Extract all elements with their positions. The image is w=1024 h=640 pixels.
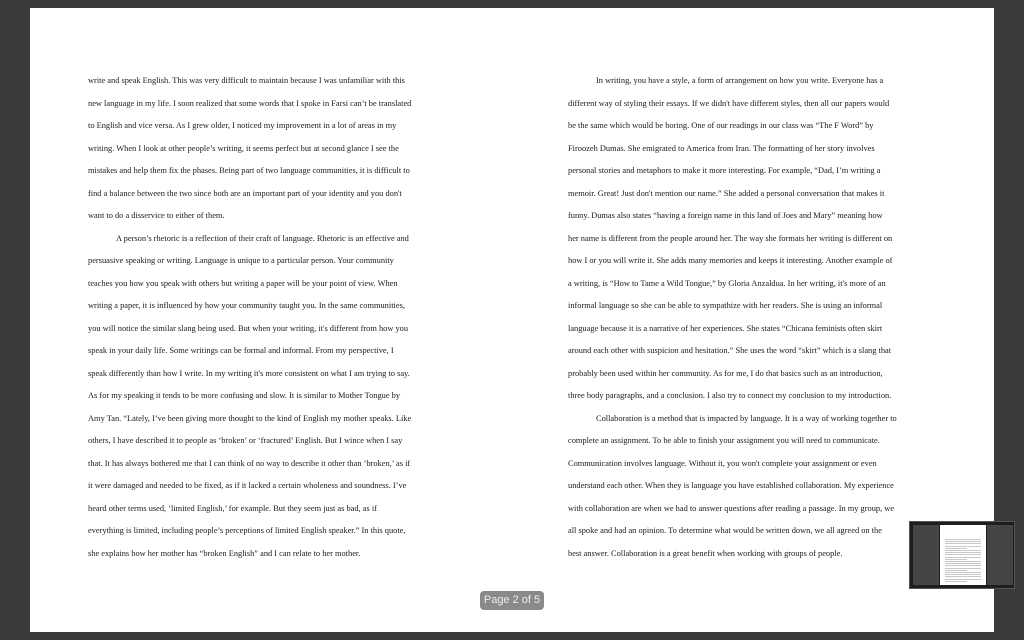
text-line: Firoozeh Dumas. She emigrated to America from Iran. The formatting of her story involves: [568, 143, 875, 153]
thumbnail-text-line: [945, 543, 981, 544]
page-thumbnail-navigator[interactable]: [909, 521, 1015, 589]
thumbnail-text-line: [945, 581, 967, 582]
text-line: you will notice the similar slang being used. But when your writing, it's different from how you: [88, 323, 409, 333]
text-line: Amy Tan. “Lately, I’ve been giving more thought to the kind of English my mother speaks. Like: [88, 413, 412, 423]
thumbnail-text-line: [945, 563, 981, 564]
thumbnail-text-line: [945, 568, 981, 569]
text-line: be the same which would be boring. One of our readings in our class was “The F Word” by: [568, 121, 874, 130]
thumbnail-text-line: [945, 557, 981, 558]
text-line: best answer. Collaboration is a great benefit when working with groups of people.: [568, 548, 843, 558]
text-line: mistakes and help them fix the phases. Being part of two language communities, it is difficult to: [88, 166, 410, 175]
text-line: funny. Dumas also states “having a foreign name in this land of Joes and Mary” meaning how: [568, 211, 883, 220]
page-indicator: Page 2 of 5: [480, 591, 544, 610]
thumbnail-text-line: [945, 552, 981, 553]
text-line: all spoke and had an opinion. To determine what would be written down, we all agreed on the: [568, 526, 882, 535]
text-line: speak differently than how I write. In my writing it's more consistent on what I am trying to say.: [88, 368, 410, 378]
text-line: everything is limited, including people’s perceptions of limited English speaker.” In this quote,: [88, 526, 406, 535]
thumbnail-text-line: [945, 574, 981, 575]
text-line: that. It has always bothered me that I can think of no way to describe it other than ‘broken,’ as if: [88, 458, 411, 468]
thumbnail-prev-page[interactable]: [913, 525, 939, 585]
thumbnail-text-line: [945, 572, 981, 573]
text-line: around each other with suspicion and hesitation.” She uses the word “skirt” which is a slang that: [568, 346, 892, 355]
thumbnail-text-line: [945, 539, 981, 540]
text-line: writing. When I look at other people’s writing, it seems perfect but at second glance I see the: [88, 143, 399, 153]
text-line: A person’s rhetoric is a reflection of their craft of language. Rhetoric is an effective and: [116, 233, 409, 243]
text-line: In writing, you have a style, a form of arrangement on how you write. Everyone has a: [596, 76, 884, 85]
text-line: Communication involves language. Without it, you won't complete your assignment or even: [568, 458, 877, 468]
text-line: language because it is a narrative of her experiences. She states “Chicana feminists often skirt: [568, 323, 883, 333]
thumbnail-text-line: [945, 550, 981, 551]
text-line: new language in my life. I soon realized that some words that I spoke in Farsi can’t be translated: [88, 98, 412, 108]
text-line: complete an assignment. To be able to finish your assignment you will need to communicate.: [568, 436, 880, 445]
thumbnail-text-line: [945, 576, 981, 577]
text-line: informal language so she can be able to sympathize with her readers. She is using an informal: [568, 301, 883, 310]
text-line: others, I have described it to people as ‘broken’ or ‘fractured’ English. But I wince when I say: [88, 436, 403, 445]
text-line: teaches you how you speak with others but writing a paper will be your point of view. When: [88, 278, 398, 288]
thumbnail-next-page[interactable]: [987, 525, 1013, 585]
thumbnail-text-line: [945, 554, 981, 555]
thumbnail-current-page[interactable]: [940, 525, 986, 585]
thumbnail-text-line: [945, 570, 967, 571]
thumbnail-text-line: [945, 546, 981, 547]
text-line: heard other terms used, ‘limited English,’ for example. But they seem just as bad, as if: [88, 503, 377, 513]
text-line: her name is different from the people around her. The way she formats her writing is different on: [568, 233, 893, 243]
text-line: with collaboration are when we had to answer questions after reading a passage. In my group, we: [568, 503, 895, 513]
thumbnail-text-line: [945, 559, 967, 560]
text-line: she explains how her mother has “broken English” and I can relate to her mother.: [88, 548, 361, 558]
thumbnail-text-line: [945, 579, 981, 580]
text-line: personal stories and metaphors to make it more interesting. For example, “Dad, I’m writing a: [568, 166, 881, 175]
text-line: a writing, is “How to Tame a Wild Tongue,” by Gloria Anzaldua. In her writing, it's more of an: [568, 278, 886, 288]
text-line: three body paragraphs, and a conclusion. I also try to connect my conclusion to my introduction.: [568, 391, 892, 400]
text-line: memoir. Great! Just don't mention our name.” She added a personal conversation that makes it: [568, 188, 885, 198]
thumbnail-text-line: [945, 541, 981, 542]
thumbnail-text-line: [945, 561, 981, 562]
text-line: speak in your daily life. Some writings can be formal and informal. From my perspective, I: [88, 346, 394, 355]
text-line: As for my speaking it tends to be more confusing and slow. It is similar to Mother Tongue by: [88, 391, 401, 400]
right-page-text: [568, 70, 978, 565]
text-line: Collaboration is a method that is impacted by language. It is a way of working together to: [596, 413, 897, 423]
text-line: writing a paper, it is influenced by how your community taught you. In the same communities,: [88, 301, 405, 310]
text-line: want to do a disservice to either of them.: [88, 211, 225, 220]
thumbnail-text-line: [945, 565, 981, 566]
text-line: understand each other. When they is language you have established collaboration. My experience: [568, 481, 894, 490]
thumbnail-text-line: [945, 548, 967, 549]
text-line: how I or you will write it. She adds many memories and keeps it interesting. Another example of: [568, 256, 893, 265]
page-spread: [30, 8, 994, 632]
text-line: probably been used within her community. As for me, I do that basics such as an introduction,: [568, 368, 883, 378]
text-line: different way of styling their essays. If we didn't have different styles, then all our papers would: [568, 98, 890, 108]
text-line: find a balance between the two since both are an important part of your identity and you don't: [88, 188, 402, 198]
text-line: to English and vice versa. As I grew older, I noticed my improvement in a lot of areas in my: [88, 121, 397, 130]
text-line: persuasive speaking or writing. Language is unique to a particular person. Your community: [88, 256, 394, 265]
text-line: write and speak English. This was very difficult to maintain because I was unfamiliar with this: [88, 76, 405, 85]
left-page-text: [88, 70, 498, 565]
text-line: it were damaged and needed to be fixed, as if it lacked a certain wholeness and soundness. I’ve: [88, 481, 407, 490]
